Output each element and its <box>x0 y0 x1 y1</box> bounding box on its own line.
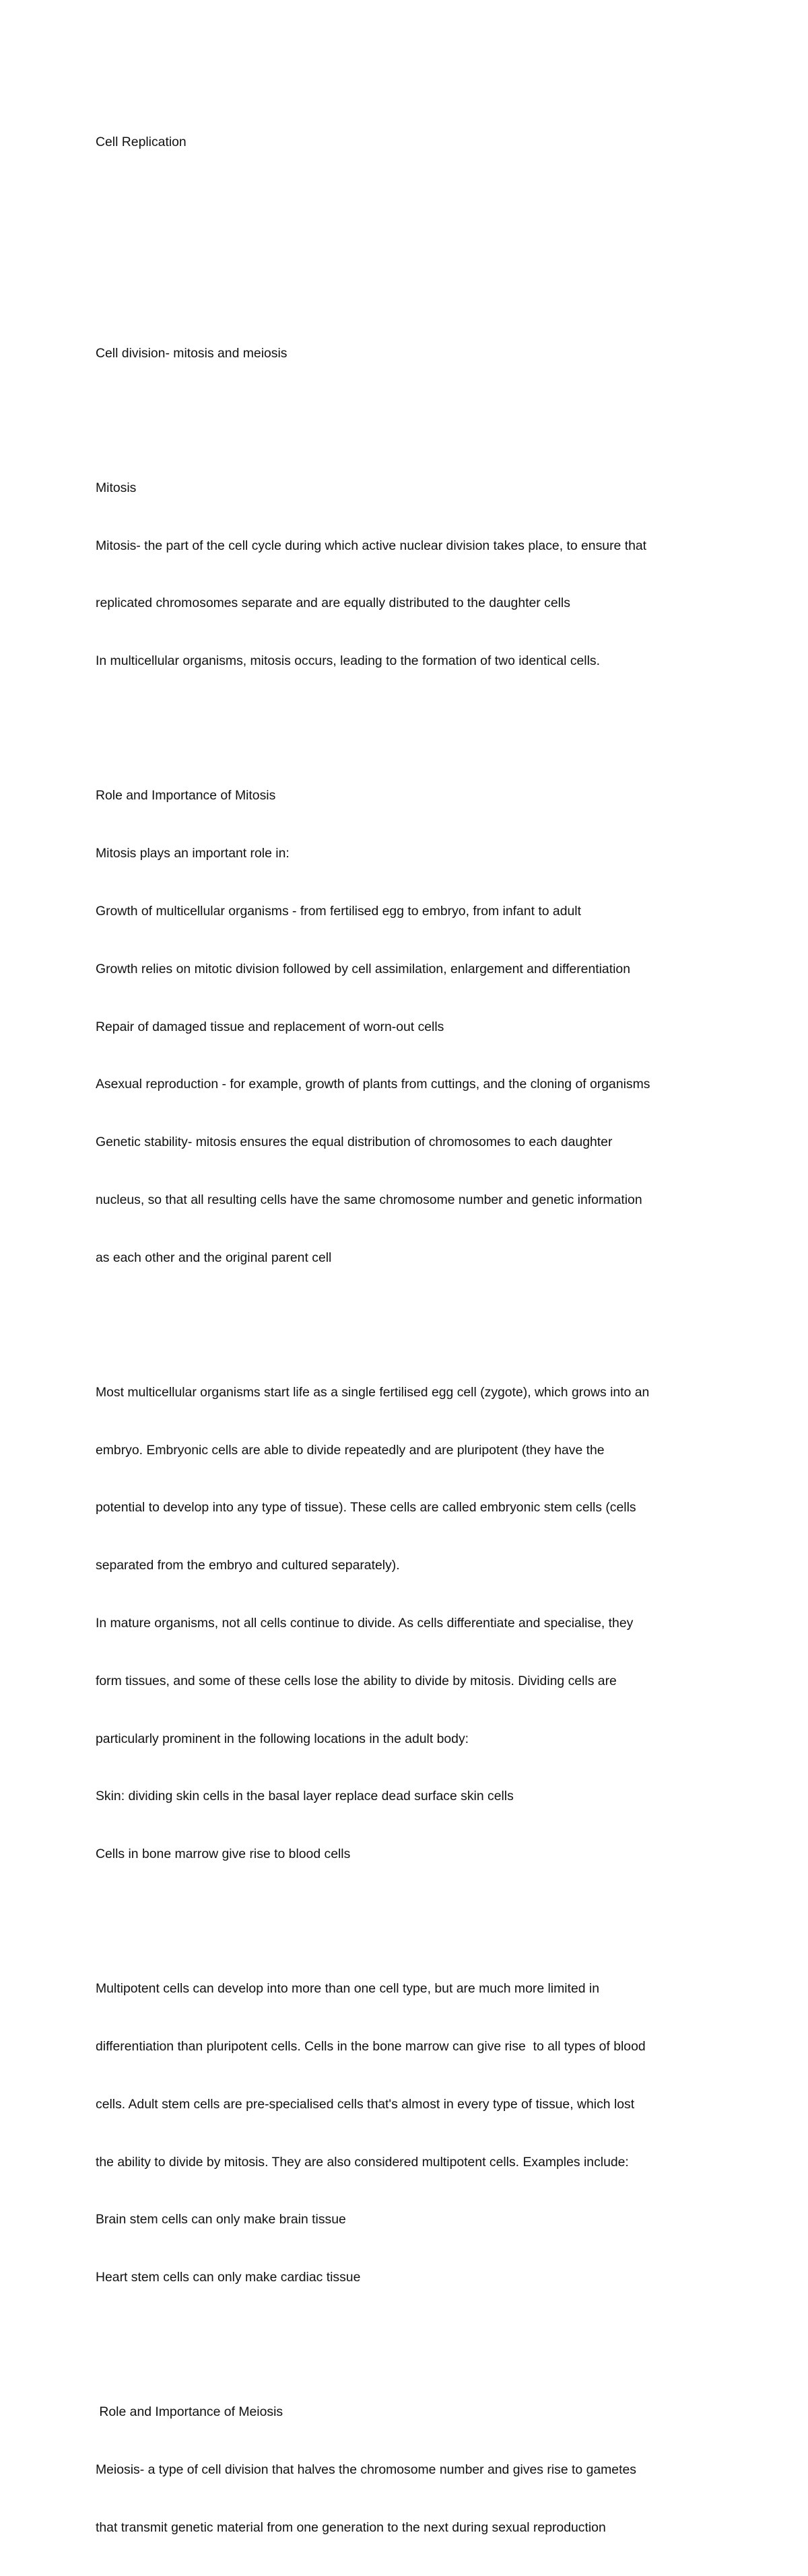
text-line: Heart stem cells can only make cardiac tissue <box>96 2270 361 2285</box>
text-line: cells. Adult stem cells are pre-specialised cells that's almost in every type of tissue, which lost <box>96 2096 635 2112</box>
text-line: that transmit genetic material from one generation to the next during sexual reproduction <box>96 2519 606 2535</box>
text-line: form tissues, and some of these cells lose the ability to divide by mitosis. Dividing cells are <box>96 1673 617 1688</box>
text-line: Multipotent cells can develop into more than one cell type, but are much more limited in <box>96 1981 600 1997</box>
text-line: Brain stem cells can only make brain tissue <box>96 2212 346 2227</box>
text-line: Mitosis- the part of the cell cycle during which active nuclear division takes place, to ensure that <box>96 538 647 553</box>
text-line: particularly prominent in the following locations in the adult body: <box>96 1731 469 1746</box>
text-line: replicated chromosomes separate and are equally distributed to the daughter cells <box>96 596 570 611</box>
section-heading-role-meiosis: Role and Importance of Meiosis <box>96 2404 283 2420</box>
text-line: nucleus, so that all resulting cells have the same chromosome number and genetic information <box>96 1192 642 1207</box>
document-body <box>96 94 729 2576</box>
section-heading-cell-division: Cell division- mitosis and meiosis <box>96 345 288 361</box>
text-line: Growth of multicellular organisms - from fertilised egg to embryo, from infant to adult <box>96 903 581 919</box>
text-line: In mature organisms, not all cells continue to divide. As cells differentiate and specialise, they <box>96 1615 634 1631</box>
text-line: Genetic stability- mitosis ensures the equal distribution of chromosomes to each daughter <box>96 1135 613 1150</box>
text-line: Asexual reproduction - for example, growth of plants from cuttings, and the cloning of organisms <box>96 1077 650 1092</box>
section-heading-role-mitosis: Role and Importance of Mitosis <box>96 788 276 803</box>
blank-line <box>96 1305 729 1325</box>
blank-line <box>96 709 729 729</box>
text-line: In multicellular organisms, mitosis occurs, leading to the formation of two identical cells. <box>96 653 601 669</box>
section-heading-mitosis: Mitosis <box>96 480 137 495</box>
text-line: separated from the embryo and cultured separately). <box>96 1558 400 1573</box>
blank-line <box>96 1902 729 1922</box>
blank-line <box>96 2326 729 2345</box>
text-line: Cells in bone marrow give rise to blood cells <box>96 1847 351 1862</box>
text-line: Repair of damaged tissue and replacement of worn-out cells <box>96 1019 444 1034</box>
document-title: Cell Replication <box>96 135 187 150</box>
text-line: Skin: dividing skin cells in the basal layer replace dead surface skin cells <box>96 1789 514 1804</box>
blank-line <box>96 402 729 421</box>
text-line: differentiation than pluripotent cells. Cells in the bone marrow can give rise to all types of blood <box>96 2039 646 2054</box>
blank-line <box>96 190 729 286</box>
text-line: Mitosis plays an important role in: <box>96 846 290 861</box>
text-line: the ability to divide by mitosis. They are also considered multipotent cells. Examples include: <box>96 2154 629 2170</box>
text-line: Meiosis- a type of cell division that halves the chromosome number and gives rise to gametes <box>96 2462 636 2478</box>
text-line: Most multicellular organisms start life as a single fertilised egg cell (zygote), which grows into an <box>96 1384 650 1400</box>
text-line: embryo. Embryonic cells are able to divide repeatedly and are pluripotent (they have the <box>96 1442 605 1458</box>
text-line: as each other and the original parent cell <box>96 1250 332 1265</box>
text-line: Growth relies on mitotic division followed by cell assimilation, enlargement and differentiation <box>96 961 630 976</box>
text-line: potential to develop into any type of tissue). These cells are called embryonic stem cells (cells <box>96 1500 636 1515</box>
